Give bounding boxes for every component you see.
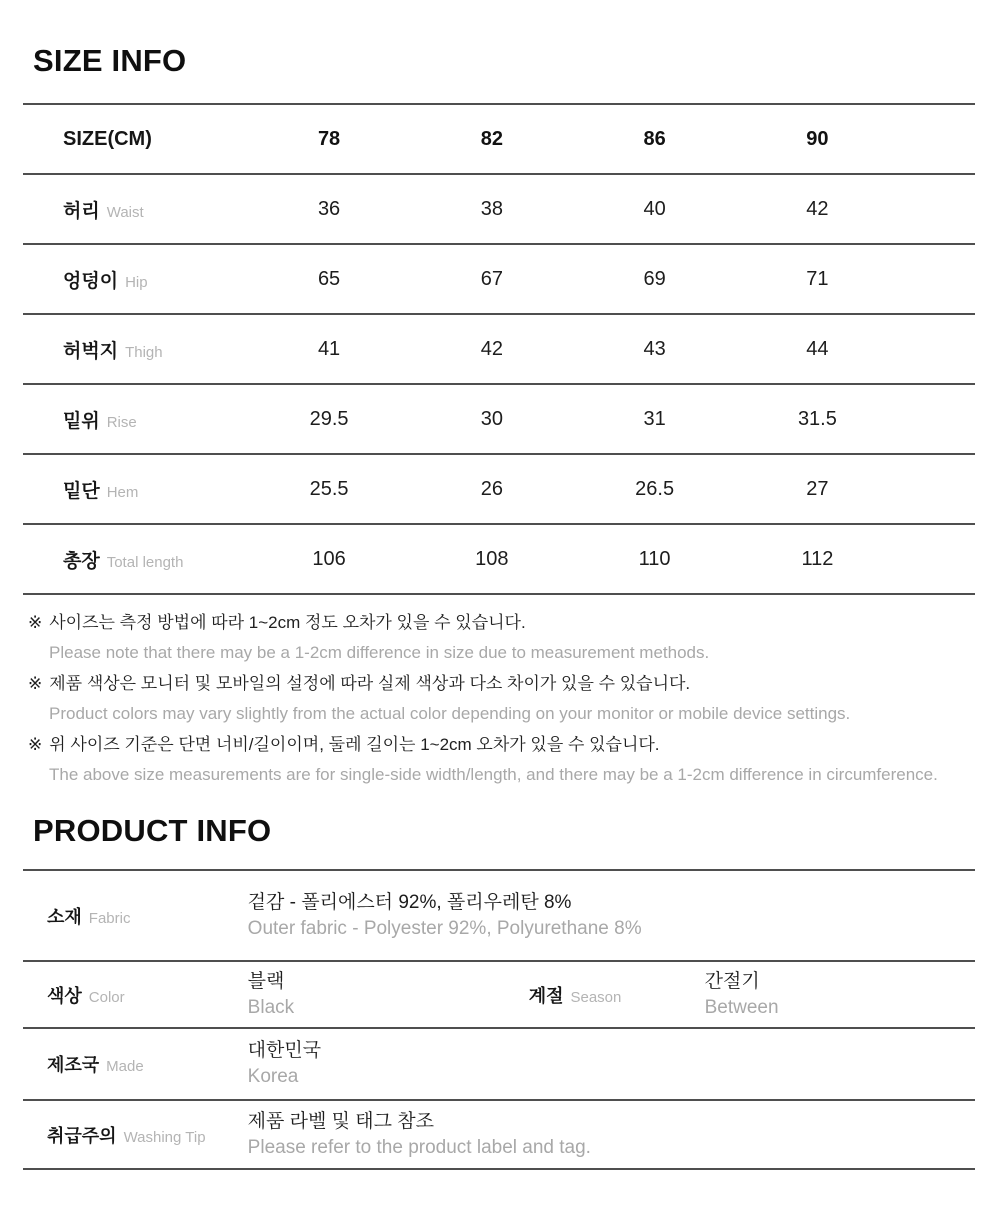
size-value: 38 [480, 197, 503, 220]
size-value: 29.5 [309, 407, 349, 430]
spacer-cell [899, 174, 975, 244]
size-value: 42 [806, 197, 829, 220]
note-text-en: Please note that there may be a 1-2cm difference in size due to measurement methods. [49, 643, 710, 663]
measure-label [23, 314, 248, 384]
size-row-hem [23, 454, 975, 524]
size-value: 26.5 [635, 477, 675, 500]
measure-label [23, 174, 248, 244]
size-value: 106 [312, 547, 346, 570]
size-value: 31.5 [797, 407, 837, 430]
size-value: 36 [317, 197, 341, 220]
note-text-kr: 제품 색상은 모니터 및 모바일의 설정에 따라 실제 색상과 다소 차이가 있을 수 있습니다. [49, 674, 691, 694]
reference-mark: ※ [28, 674, 43, 694]
size-column-90: 90 [806, 127, 829, 150]
note-line-kr [28, 730, 975, 760]
product-value-en: Please refer to the product label and tag. [247, 1136, 591, 1158]
product-info-title: PRODUCT INFO [33, 813, 272, 849]
measure-label-kr: 허리 [63, 200, 100, 222]
reference-mark: ※ [28, 735, 43, 755]
measure-label-kr: 엉덩이 [63, 270, 119, 292]
product-label-kr: 취급주의 [47, 1125, 117, 1146]
measure-label-en: Hip [125, 273, 148, 291]
size-value: 42 [480, 337, 503, 360]
size-value: 43 [643, 337, 666, 360]
product-row-fabric [23, 870, 975, 961]
product-label [23, 1100, 248, 1169]
note-line-kr [28, 669, 975, 699]
spacer-cell [899, 454, 975, 524]
size-value: 26 [480, 477, 503, 500]
product-label [23, 961, 248, 1028]
spacer-cell [899, 244, 975, 314]
size-row-waist [23, 174, 975, 244]
spacer-cell [899, 314, 975, 384]
product-value-kr: 겉감 - 폴리에스터 92%, 폴리우레탄 8% [247, 891, 572, 913]
size-notes [28, 608, 975, 790]
size-value: 40 [643, 197, 666, 220]
product-label-en: Season [570, 988, 622, 1006]
product-label [505, 961, 705, 1028]
size-value: 25.5 [309, 477, 349, 500]
size-table [23, 103, 975, 595]
product-row-washing [23, 1100, 975, 1169]
product-label [23, 1028, 248, 1100]
product-info-table [23, 869, 975, 1170]
measure-label-kr: 밑위 [63, 410, 100, 432]
size-value: 41 [317, 337, 341, 360]
reference-mark: ※ [28, 613, 43, 633]
spacer-cell [899, 104, 975, 174]
measure-label-en: Thigh [125, 343, 163, 361]
product-row-color-season [23, 961, 975, 1028]
spacer-cell [899, 384, 975, 454]
product-value [248, 870, 975, 961]
size-value: 67 [480, 267, 503, 290]
product-label-en: Washing Tip [123, 1128, 206, 1146]
product-value [248, 961, 505, 1028]
size-row-thigh [23, 314, 975, 384]
product-value-en: Outer fabric - Polyester 92%, Polyurethane 8% [247, 917, 642, 939]
product-value [248, 1028, 975, 1100]
size-value: 30 [480, 407, 503, 430]
size-value: 71 [806, 267, 829, 290]
measure-label [23, 384, 248, 454]
size-row-hip [23, 244, 975, 314]
measure-label [23, 524, 248, 594]
note-text-en: The above size measurements are for single-side width/length, and there may be a 1-2cm difference in circumference. [49, 765, 938, 785]
measure-label-kr: 밑단 [63, 480, 100, 502]
note-text-kr: 사이즈는 측정 방법에 따라 1~2cm 정도 오차가 있을 수 있습니다. [49, 613, 526, 633]
product-label [23, 870, 248, 961]
size-value: 108 [475, 547, 509, 570]
note-item [28, 608, 975, 668]
measure-label-kr: 허벅지 [63, 340, 119, 362]
measure-label-en: Waist [106, 203, 144, 221]
note-text-kr: 위 사이즈 기준은 단면 너비/길이이며, 둘레 길이는 1~2cm 오차가 있을 수 있습니다. [49, 735, 660, 755]
size-row-total-length [23, 524, 975, 594]
product-label-en: Made [106, 1058, 144, 1076]
measure-label [23, 454, 248, 524]
note-text-en: Product colors may vary slightly from the actual color depending on your monitor or mobile device settings. [49, 704, 851, 724]
product-label-kr: 제조국 [47, 1055, 100, 1076]
note-item [28, 730, 975, 790]
measure-label-en: Rise [106, 413, 137, 431]
product-value-kr: 대한민국 [247, 1040, 322, 1062]
size-value: 112 [801, 547, 834, 570]
measure-label [23, 244, 248, 314]
product-label-en: Color [88, 988, 125, 1006]
measure-label-kr: 총장 [63, 550, 100, 572]
size-value: 44 [806, 337, 829, 360]
size-table-header-label: SIZE(CM) [63, 127, 152, 150]
product-label-kr: 계절 [528, 985, 564, 1006]
measure-label-en: Hem [106, 483, 139, 501]
product-value-en: Between [704, 996, 779, 1018]
product-label-kr: 소재 [47, 906, 82, 927]
size-column-86: 86 [643, 127, 666, 150]
spacer-cell [899, 524, 975, 594]
product-row-made [23, 1028, 975, 1100]
size-value: 65 [317, 267, 341, 290]
measure-label-en: Total length [106, 553, 184, 571]
size-value: 31 [643, 407, 666, 430]
product-value-en: Black [247, 996, 295, 1018]
size-table-header-row [23, 104, 975, 174]
size-value: 110 [638, 547, 671, 570]
product-value-kr: 간절기 [704, 970, 760, 992]
note-line-kr [28, 608, 975, 638]
size-row-rise [23, 384, 975, 454]
size-info-title: SIZE INFO [33, 43, 187, 78]
product-label-en: Fabric [88, 909, 131, 927]
product-value [248, 1100, 975, 1169]
size-value: 69 [643, 267, 666, 290]
size-column-78: 78 [317, 127, 341, 150]
size-column-82: 82 [480, 127, 503, 150]
product-value-en: Korea [247, 1066, 299, 1088]
product-value-kr: 블랙 [247, 970, 285, 992]
note-item [28, 669, 975, 729]
product-value [705, 961, 975, 1028]
product-value-kr: 제품 라벨 및 태그 참조 [247, 1110, 434, 1132]
size-value: 27 [806, 477, 829, 500]
product-label-kr: 색상 [47, 985, 82, 1006]
